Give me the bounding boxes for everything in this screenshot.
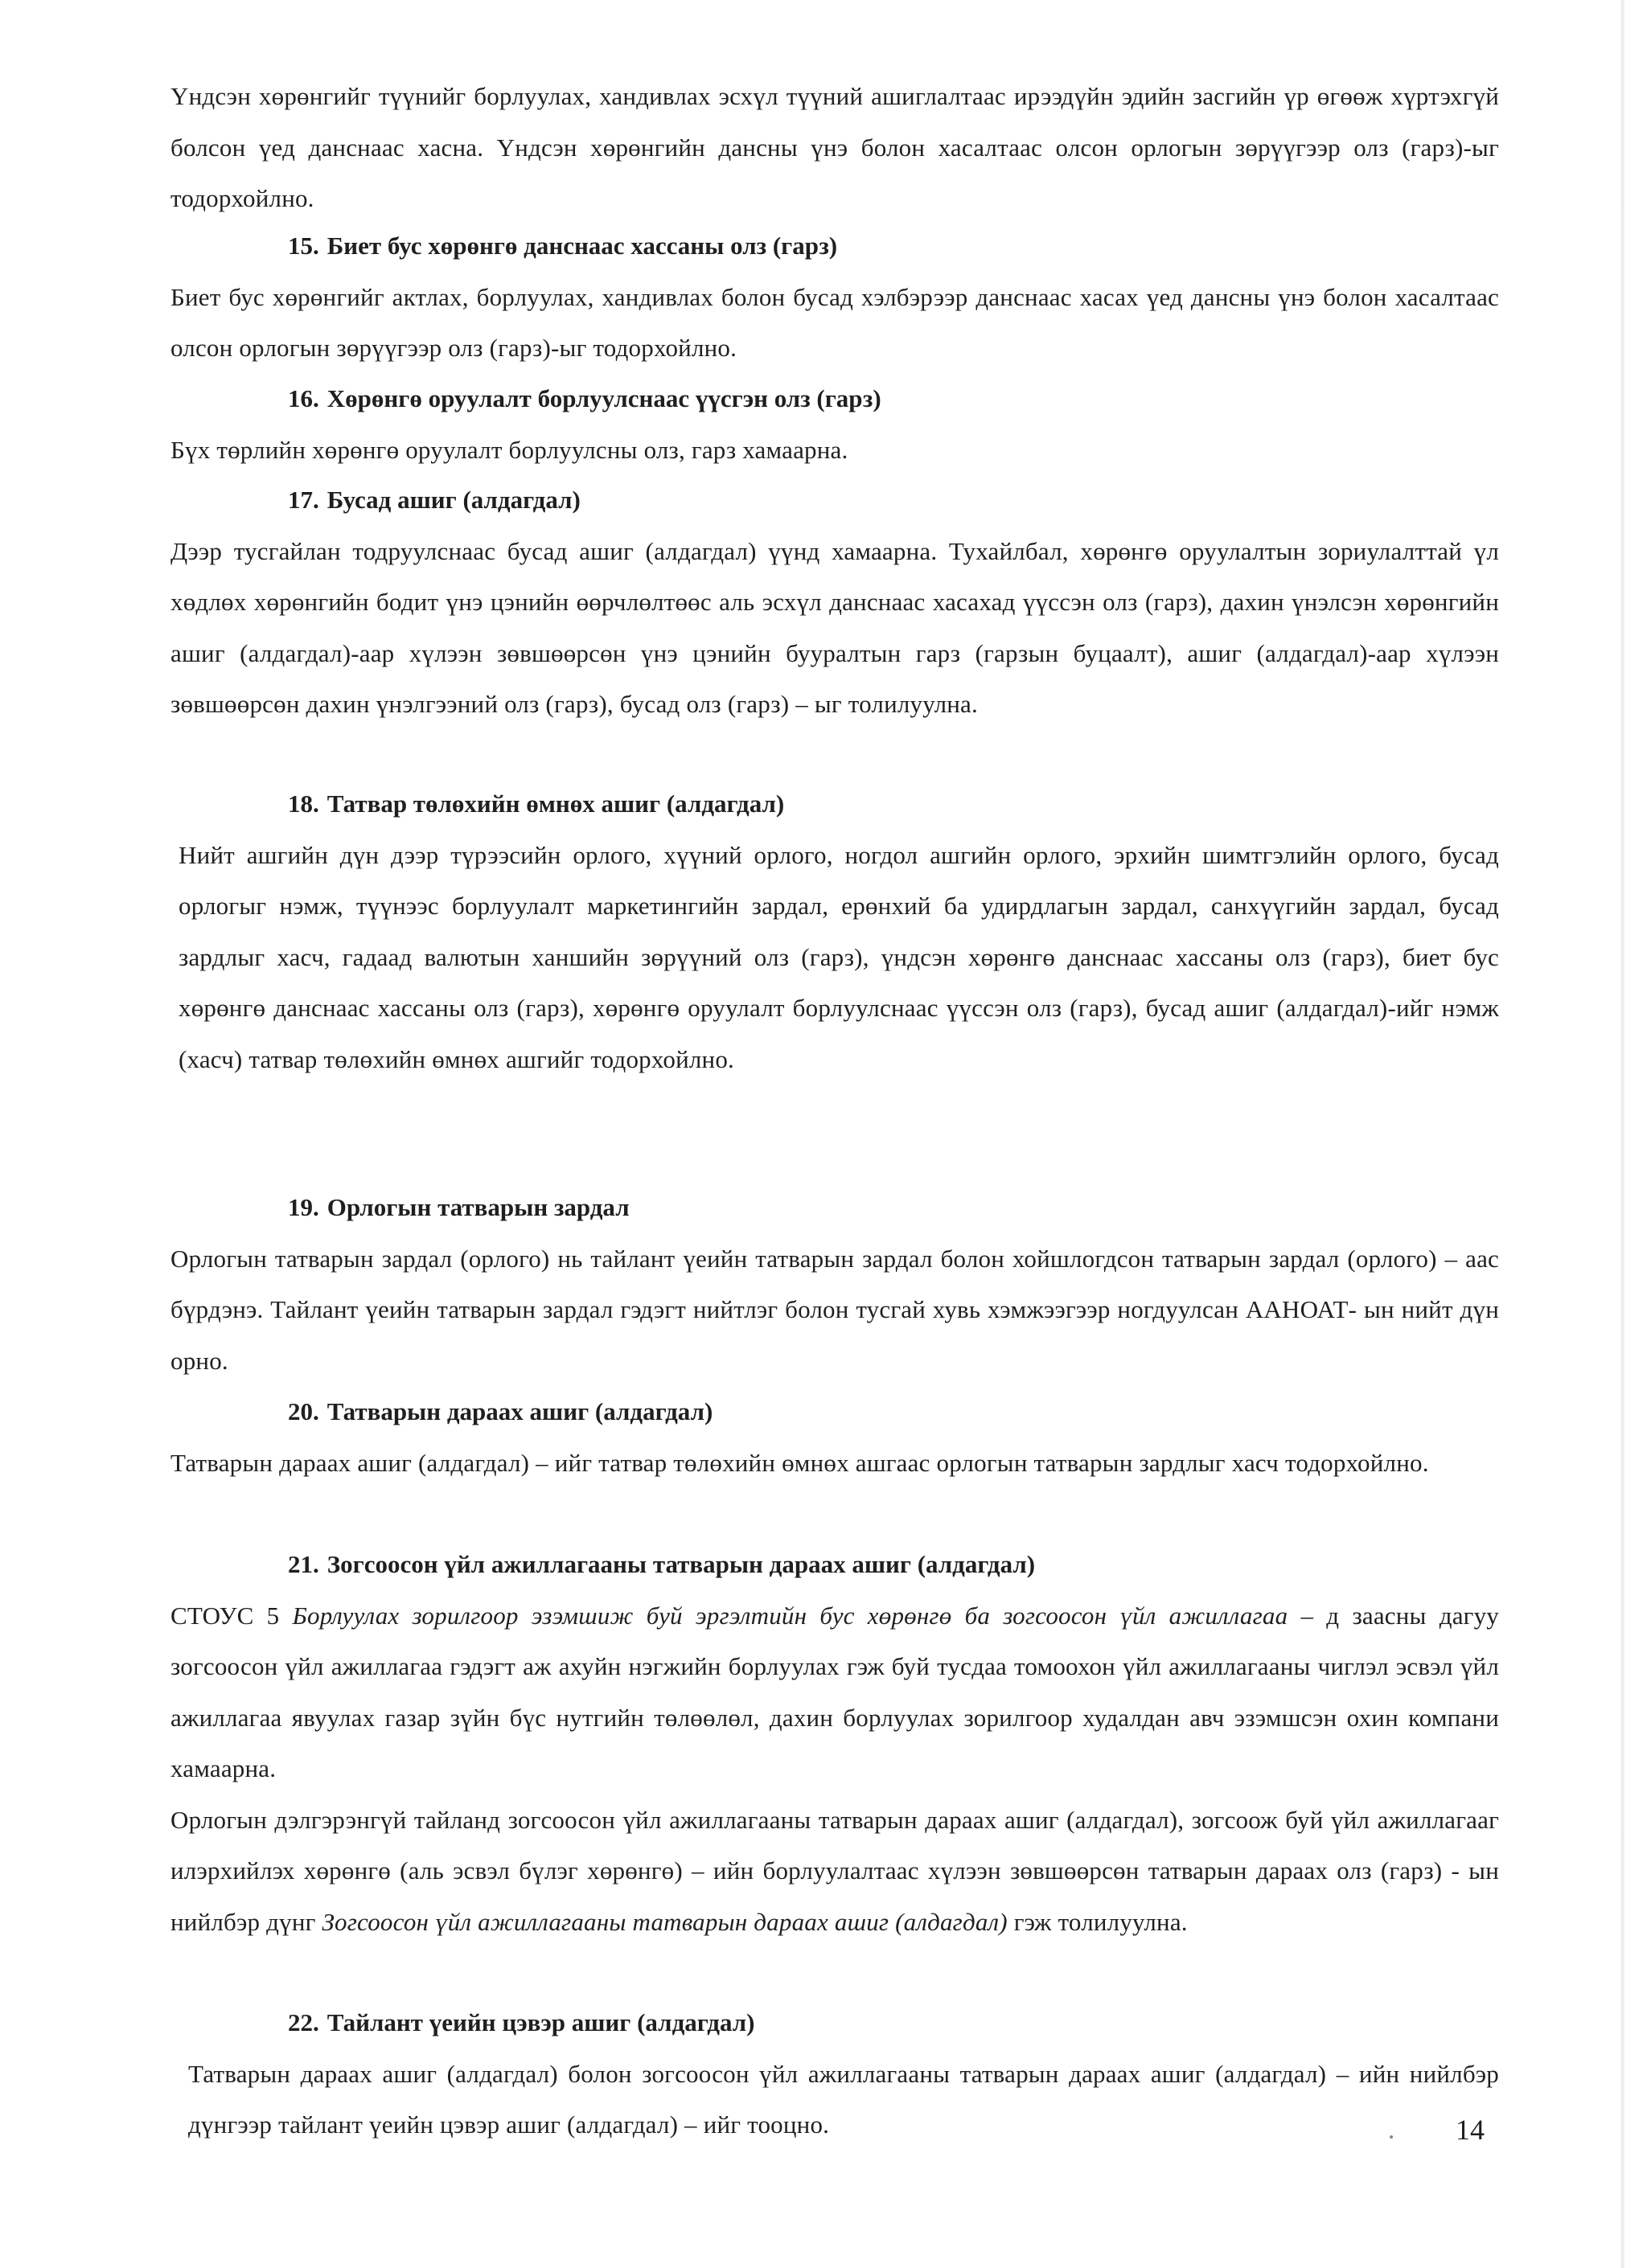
section-17-text: Дээр тусгайлан тодруулснаас бусад ашиг (алдагдал) үүнд хамаарна. Тухайлбал, хөрөнгө оруулалтын зориулалттай үл хөдлөх хөрөнгийн бодит үнэ цэнийн өөрчлөлтөөс аль эсхүл данснаас хасахад үүссэн олз (гарз), дахин үнэлсэн хөрөнгийн ашиг (алдагдал)-аар хүлээн зөвшөөрсөн үнэ цэнийн бууралтын гарз (гарзын буцаалт), ашиг (алдагдал)-аар хүлээн зөвшөөрсөн дахин үнэлгээний олз (гарз), бусад олз (гарз) – ыг толилуулна.	[170, 536, 1499, 718]
section-16-text: Бүх төрлийн хөрөнгө оруулалт борлуулсны олз, гарз хамаарна.	[170, 435, 848, 464]
section-19-text: Орлогын татварын зардал (орлого) нь тайлант үеийн татварын зардал болон хойшлогдсон татварын зардал (орлого) – аас бүрдэнэ. Тайлант үеийн татварын зардал гэдэгт нийтлэг болон тусгай хувь хэмжээгээр ногдуулсан ААНОАТ- ын нийт дүн орно.	[170, 1244, 1499, 1375]
section-19-number: 19.	[288, 1193, 319, 1221]
section-21-text-a	[170, 1590, 1499, 1794]
section-16-heading	[170, 373, 1499, 424]
section-15-text: Биет бус хөрөнгийг актлах, борлуулах, хандивлах болон бусад хэлбэрээр данснаас хасах үед дансны үнэ болон хасалтаас олсон орлогын зөрүүгээр олз (гарз)-ыг тодорхойлно.	[170, 282, 1499, 362]
section-16	[170, 373, 1499, 475]
section-20	[170, 1386, 1499, 1488]
section-16-title: Хөрөнгө оруулалт борлуулснаас үүсгэн олз (гарз)	[327, 384, 881, 412]
section-21-text-a-prefix: СТОУС 5	[170, 1601, 293, 1630]
section-19-title: Орлогын татварын зардал	[327, 1193, 630, 1221]
intro-paragraph: Үндсэн хөрөнгийг түүнийг борлуулах, хандивлах эсхүл түүний ашиглалтаас ирээдүйн эдийн засгийн үр өгөөж хүртэхгүй болсон үед данснаас хасна. Үндсэн хөрөнгийн дансны үнэ болон хасалтаас олсон орлогын зөрүүгээр олз (гарз)-ыг тодорхойлно.	[170, 82, 1499, 212]
section-15	[170, 220, 1499, 374]
section-22-heading	[170, 1997, 1499, 2049]
section-21	[170, 1539, 1499, 1947]
section-20-text: Татварын дараах ашиг (алдагдал) – ийг татвар төлөхийн өмнөх ашгаас орлогын татварын зардлыг хасч тодорхойлно.	[170, 1448, 1429, 1477]
intro-block	[170, 71, 1499, 224]
section-20-title: Татварын дараах ашиг (алдагдал)	[327, 1397, 713, 1425]
section-20-heading	[170, 1386, 1499, 1437]
section-21-heading	[170, 1539, 1499, 1590]
page-number: 14	[1456, 2114, 1485, 2146]
section-21-text-a-suffix: – д заасны дагуу зогсоосон үйл ажиллагаа гэдэгт аж ахуйн нэгжийн борлуулах гэж буй тусдаа томоохон үйл ажиллагааны чиглэл эсвэл үйл ажиллагаа явуулах газар зүйн бүс нутгийн төлөөлөл, дахин борлуулах зорилгоор худалдан авч эзэмшсэн охин компани хамаарна.	[170, 1601, 1499, 1782]
section-22	[170, 1997, 1499, 2151]
section-22-text: Татварын дараах ашиг (алдагдал) болон зогсоосон үйл ажиллагааны татварын дараах ашиг (алдагдал) – ийн нийлбэр дүнгээр тайлант үеийн цэвэр ашиг (алдагдал) – ийг тооцно.	[188, 2059, 1499, 2139]
section-21-text-b	[170, 1794, 1499, 1948]
section-21-line-item-name: Зогсоосон үйл ажиллагааны татварын дараах ашиг (алдагдал)	[322, 1907, 1008, 1936]
section-22-number: 22.	[288, 2008, 319, 2036]
section-22-title: Тайлант үеийн цэвэр ашиг (алдагдал)	[327, 2008, 755, 2036]
section-20-number: 20.	[288, 1397, 319, 1425]
section-21-text-b-suffix: гэж толилуулна.	[1007, 1907, 1188, 1936]
section-17-title: Бусад ашиг (алдагдал)	[327, 486, 581, 514]
section-21-number: 21.	[288, 1550, 319, 1578]
section-19-heading	[170, 1182, 1499, 1233]
section-21-text-b-prefix: Орлогын дэлгэрэнгүй тайланд зогсоосон үйл ажиллагааны татварын дараах ашиг (алдагдал), зогсоож буй үйл ажиллагааг илэрхийлэх хөрөнгө (аль эсвэл бүлэг хөрөнгө) – ийн борлуулалтаас хүлээн зөвшөөрсөн татварын дараах олз (гарз) - ын нийлбэр дүнг	[170, 1805, 1499, 1936]
section-18-title: Татвар төлөхийн өмнөх ашиг (алдагдал)	[327, 789, 785, 818]
section-19	[170, 1182, 1499, 1386]
section-21-standard-title: Борлуулах зорилгоор эзэмшиж буй эргэлтийн бус хөрөнгө ба зогсоосон үйл ажиллагаа	[292, 1601, 1288, 1630]
section-16-number: 16.	[288, 384, 319, 412]
page-edge-shadow	[1621, 0, 1624, 2268]
section-15-heading	[170, 220, 1499, 272]
section-15-number: 15.	[288, 232, 319, 260]
section-17-number: 17.	[288, 486, 319, 514]
scan-dot-mark	[1390, 2135, 1393, 2139]
section-17-heading	[170, 474, 1499, 526]
section-18-number: 18.	[288, 789, 319, 818]
section-21-title: Зогсоосон үйл ажиллагааны татварын дараах ашиг (алдагдал)	[327, 1550, 1036, 1578]
section-17	[170, 474, 1499, 730]
section-18-heading	[170, 778, 1499, 830]
section-18	[170, 778, 1499, 1085]
section-15-title: Биет бус хөрөнгө данснаас хассаны олз (гарз)	[327, 232, 838, 260]
section-18-text: Нийт ашгийн дүн дээр түрээсийн орлого, хүүний орлого, ногдол ашгийн орлого, эрхийн шимтгэлийн орлого, бусад орлогыг нэмж, түүнээс борлуулалт маркетингийн зардал, ерөнхий ба удирдлагын зардал, санхүүгийн зардал, бусад зардлыг хасч, гадаад валютын ханшийн зөрүүний олз (гарз), үндсэн хөрөнгө данснаас хассаны олз (гарз), биет бус хөрөнгө данснаас хассаны олз (гарз), хөрөнгө оруулалт борлуулснаас үүссэн олз (гарз), бусад ашиг (алдагдал)-ийг нэмж (хасч) татвар төлөхийн өмнөх ашгийг тодорхойлно.	[179, 840, 1499, 1073]
